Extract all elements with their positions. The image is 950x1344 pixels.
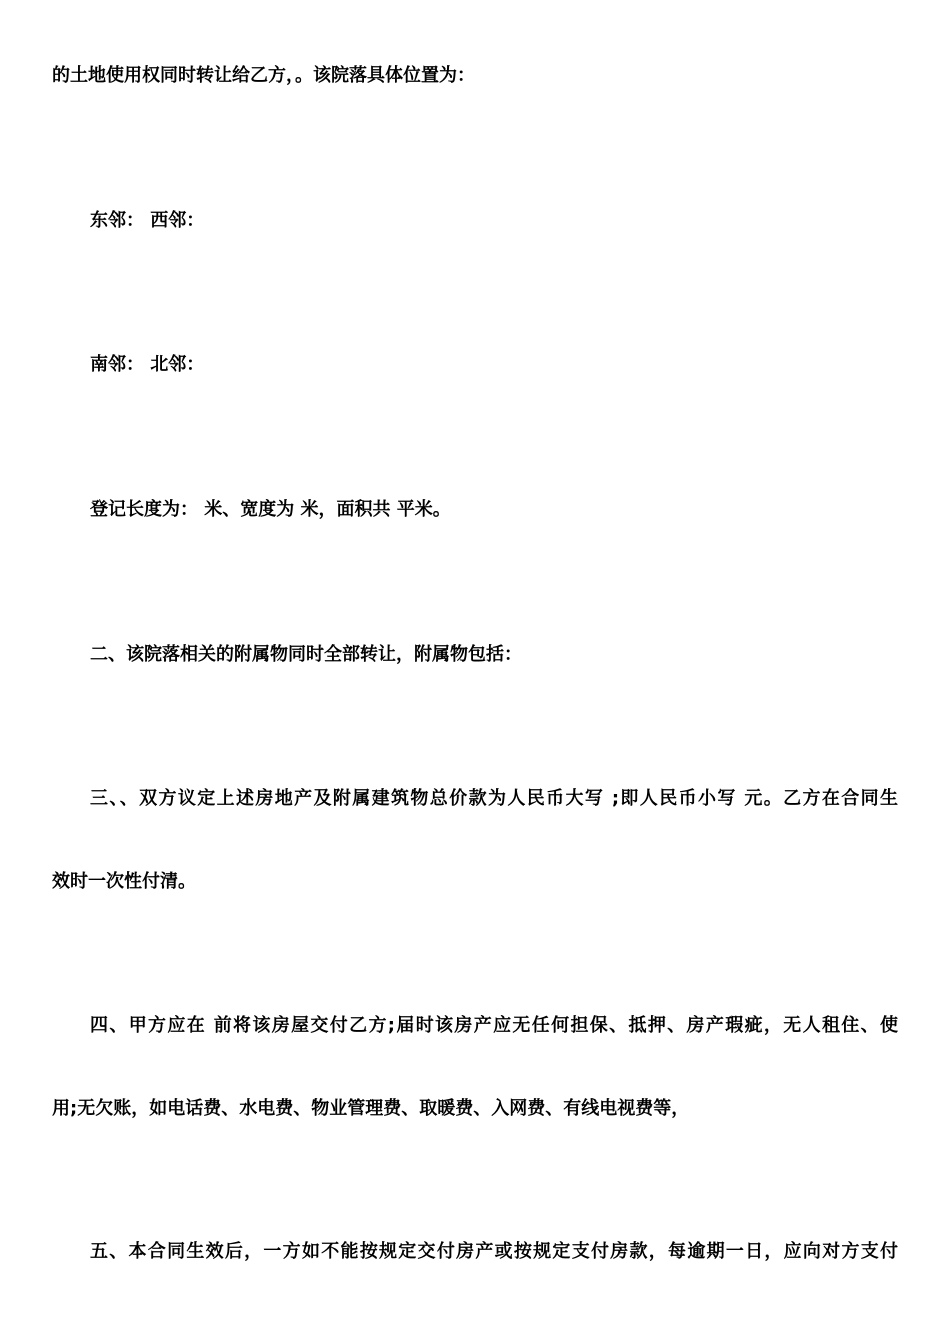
text-line-south-north-neighbors: 南邻： 北邻：	[90, 354, 205, 375]
text-line-land-use-rights: 的土地使用权同时转让给乙方，。该院落具体位置为：	[52, 65, 475, 86]
text-line-clause-5-penalty: 五、本合同生效后，一方如不能按规定交付房产或按规定支付房款，每逾期一日，应向对方支付	[90, 1241, 898, 1262]
text-line-registered-dimensions: 登记长度为： 米、宽度为 米，面积共 平米。	[90, 499, 451, 520]
text-line-clause-3-payment: 效时一次性付清。	[52, 871, 196, 892]
text-line-clause-4-debts: 用;无欠账，如电话费、水电费、物业管理费、取暖费、入网费、有线电视费等，	[52, 1098, 690, 1119]
text-line-clause-4-delivery: 四、甲方应在 前将该房屋交付乙方;届时该房产应无任何担保、抵押、房产瑕疵，无人租住、使	[90, 1015, 898, 1036]
text-line-clause-2-attachments: 二、该院落相关的附属物同时全部转让，附属物包括：	[90, 644, 522, 665]
text-line-clause-3-price: 三、、双方议定上述房地产及附属建筑物总价款为人民币大写 ;即人民币小写 元。乙方在合同生	[90, 788, 898, 809]
text-line-east-west-neighbors: 东邻： 西邻：	[90, 210, 205, 231]
